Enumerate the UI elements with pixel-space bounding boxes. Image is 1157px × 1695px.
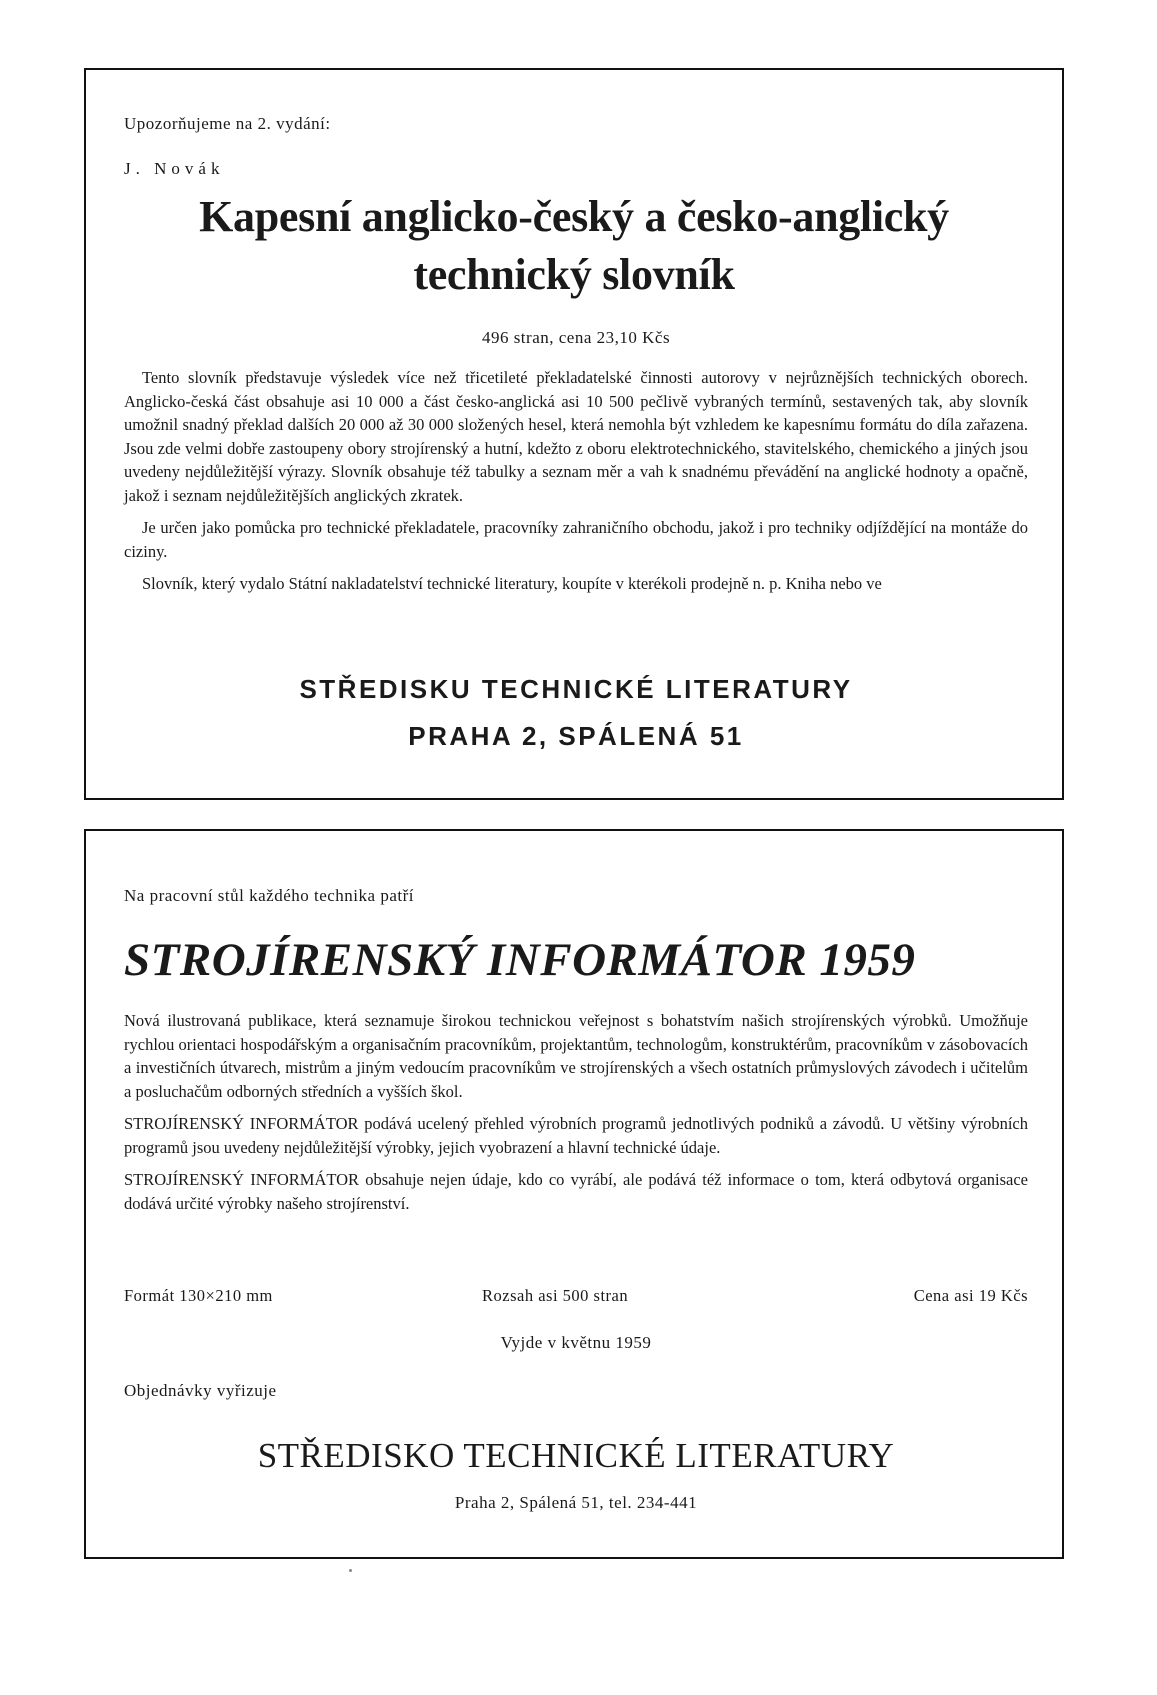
extent-spec: Rozsah asi 500 stran <box>482 1286 629 1305</box>
print-speck <box>349 1569 352 1572</box>
release-date: Vyjde v květnu 1959 <box>500 1333 652 1352</box>
description-paragraph-1: Tento slovník představuje výsledek více než třicetileté překladatelské činnosti autorovy v nejrůznějších technických oborech. Anglicko-česká část obsahuje asi 10 000 a část česko-anglická asi 10 500 pečlivě vybraných termínů, sestavených tak, aby slovník umožnil snadný překlad dalších 20 000 až 30 000 složených hesel, která nemohla být vzhledem ke kapesnímu formátu do díla zařazena. Jsou zde velmi dobře zastoupeny obory strojírenský a hutní, kdežto z oboru elektrotechnického, stavitelského, chemického a jiných jsou uvedeny nejdůležitější výrazy. Slovník obsahuje též tabulky a seznam měr a vah k snadnému převádění na anglické hodnoty a opačně, jakož i seznam nejdůležitějších anglických zkratek. <box>124 368 1028 505</box>
store-name: STŘEDISKO TECHNICKÉ LITERATURY <box>257 1436 895 1475</box>
book-title-line2: technický slovník <box>413 250 735 299</box>
author-name: J. Novák <box>124 159 225 178</box>
intro-text: Na pracovní stůl každého technika patří <box>124 886 414 905</box>
description <box>124 366 1028 596</box>
advertisement-dictionary <box>84 68 1064 800</box>
book-meta: 496 stran, cena 23,10 Kčs <box>481 328 671 347</box>
store-address: Praha 2, Spálená 51, tel. 234-441 <box>454 1493 698 1512</box>
orders-text: Objednávky vyřizuje <box>124 1381 277 1400</box>
store-address: PRAHA 2, SPÁLENÁ 51 <box>408 721 744 751</box>
advertisement-informator <box>84 829 1064 1559</box>
book-title-line1: Kapesní anglicko-český a česko-anglický <box>199 192 949 241</box>
price-spec: Cena asi 19 Kčs <box>913 1286 1028 1305</box>
description-paragraph-3: STROJÍRENSKÝ INFORMÁTOR obsahuje nejen údaje, kdo co vyrábí, ale podává též informace o tom, která odbytová organisace dodává určité výrobky našeho strojírenství. <box>124 1170 1028 1213</box>
description-paragraph-2: STROJÍRENSKÝ INFORMÁTOR podává ucelený přehled výrobních programů jednotlivých podniků a závodů. U většiny výrobních programů jsou uvedeny nejdůležitější výrobky, jejich vyobrazení a hlavní technické údaje. <box>124 1114 1028 1157</box>
book-title <box>106 188 1042 304</box>
publication-title: STROJÍRENSKÝ INFORMÁTOR 1959 <box>124 934 916 986</box>
publication-description <box>124 1009 1028 1215</box>
notice-text: Upozorňujeme na 2. vydání: <box>124 114 331 133</box>
format-spec: Formát 130×210 mm <box>124 1286 273 1305</box>
description-paragraph-1: Nová ilustrovaná publikace, která seznamuje širokou technickou veřejnost s bohatstvím našich strojírenských výrobků. Umožňuje rychlou orientaci hospodářským a organisačním pracovníkům, projektantům, technologům, konstruktérům, pracovníkům v zásobovacích a investičních útvarech, mistrům a jiným vedoucím pracovníkům ve strojírenských a všech ostatních průmyslových závodech i učitelům a posluchačům odborných středních a vyšších škol. <box>124 1011 1028 1101</box>
store-name: STŘEDISKU TECHNICKÉ LITERATURY <box>299 674 853 704</box>
description-paragraph-3: Slovník, který vydalo Státní nakladatelství technické literatury, koupíte v kterékoli prodejně n. p. Kniha nebo ve <box>142 574 882 593</box>
description-paragraph-2: Je určen jako pomůcka pro technické překladatele, pracovníky zahraničního obchodu, jakož i pro techniky odjíždějící na montáže do ciziny. <box>124 518 1028 561</box>
